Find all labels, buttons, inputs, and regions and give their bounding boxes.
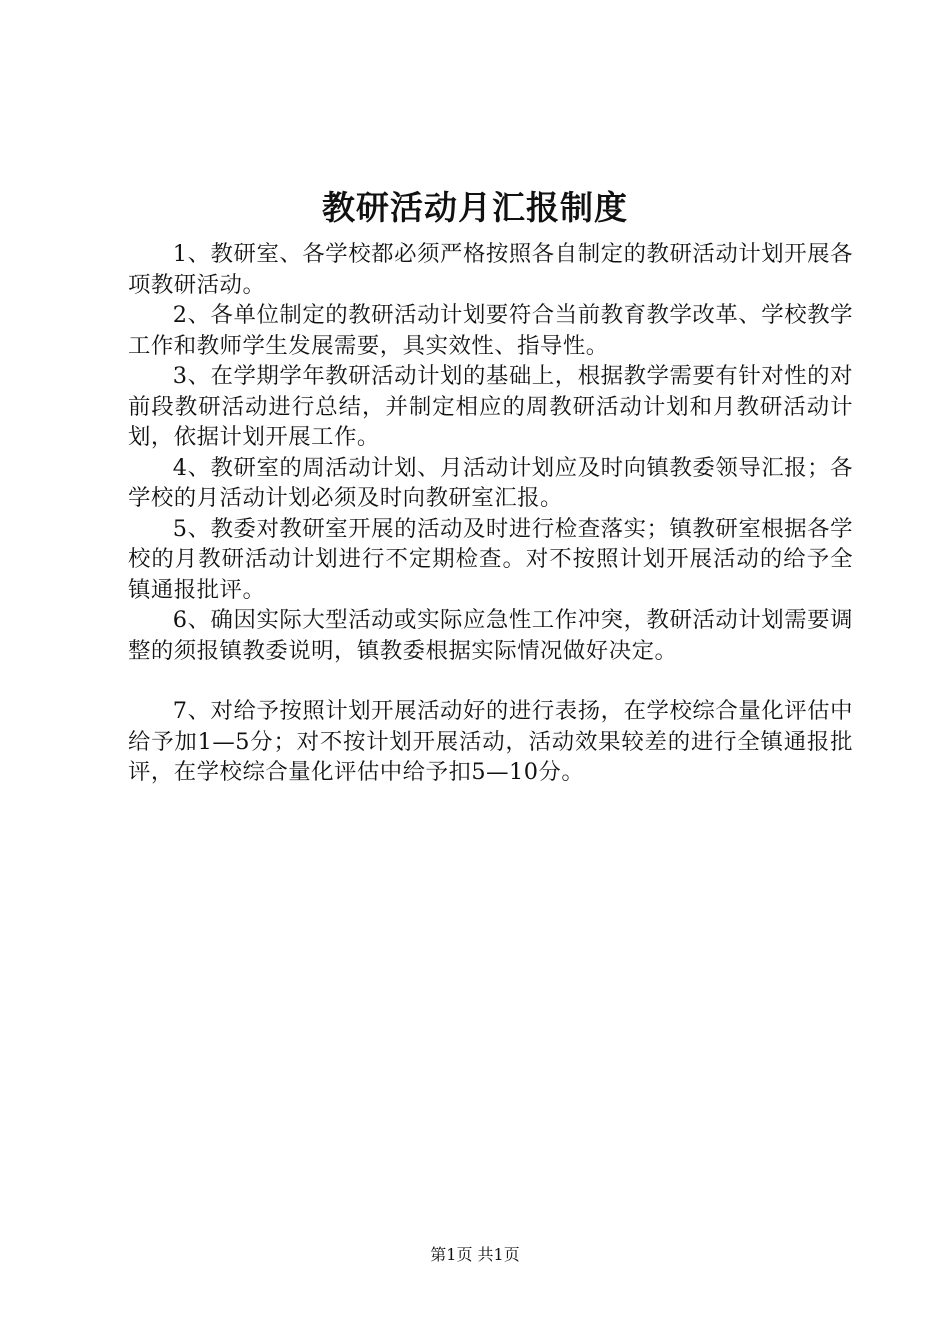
paragraph-7: 7、对给予按照计划开展活动好的进行表扬，在学校综合量化评估中给予加1—5分；对不按计划开展活动，活动效果较差的进行全镇通报批评，在学校综合量化评估中给予扣5—10分。 bbox=[128, 698, 853, 785]
paragraph-3: 3、在学期学年教研活动计划的基础上，根据教学需要有针对性的对前段教研活动进行总结，并制定相应的周教研活动计划和月教研活动计划，依据计划开展工作。 bbox=[128, 363, 853, 450]
paragraph-2: 2、各单位制定的教研活动计划要符合当前教育教学改革、学校教学工作和教师学生发展需要，具实效性、指导性。 bbox=[128, 302, 853, 359]
paragraph-4: 4、教研室的周活动计划、月活动计划应及时向镇教委领导汇报；各学校的月活动计划必须及时向教研室汇报。 bbox=[128, 454, 853, 511]
page-footer: 第1页 共1页 bbox=[430, 1245, 520, 1264]
paragraph-6: 6、确因实际大型活动或实际应急性工作冲突，教研活动计划需要调整的须报镇教委说明，镇教委根据实际情况做好决定。 bbox=[128, 607, 853, 664]
document-title: 教研活动月汇报制度 bbox=[322, 188, 628, 227]
document-body bbox=[128, 239, 853, 788]
paragraph-5: 5、教委对教研室开展的活动及时进行检查落实；镇教研室根据各学校的月教研活动计划进行不定期检查。对不按照计划开展活动的给予全镇通报批评。 bbox=[128, 515, 853, 603]
paragraph-1: 1、教研室、各学校都必须严格按照各自制定的教研活动计划开展各项教研活动。 bbox=[128, 241, 853, 298]
